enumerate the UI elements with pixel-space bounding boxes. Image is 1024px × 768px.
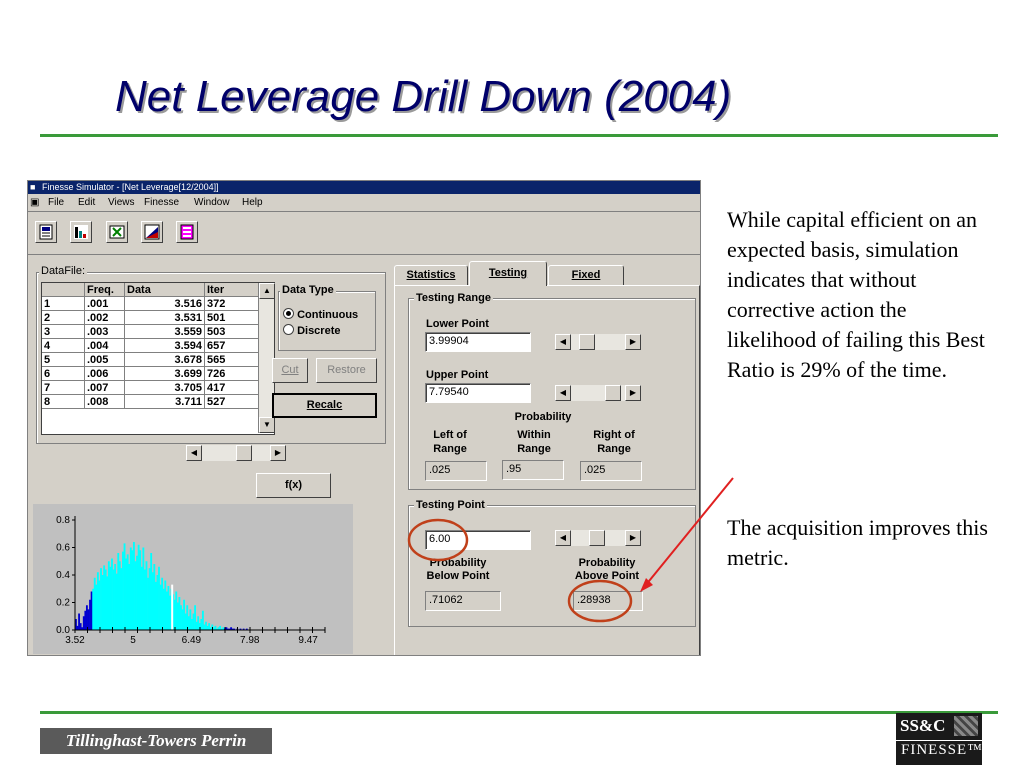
- acquisition-note: The acquisition improves this metric.: [727, 515, 988, 570]
- window-title: Finesse Simulator - [Net Leverage[12/2004]]: [42, 182, 219, 192]
- left-of-range-label: Left of Range: [433, 429, 467, 455]
- table-cell[interactable]: 657: [205, 339, 259, 353]
- row-index-cell[interactable]: 7: [42, 381, 85, 395]
- below-point-label: Probability Below Point: [426, 557, 490, 582]
- table-cell[interactable]: 372: [205, 297, 259, 311]
- testing-range-label: Testing Range: [416, 292, 491, 304]
- y-tick-label: 0.0: [56, 625, 70, 636]
- menu-edit[interactable]: Edit: [78, 197, 96, 208]
- table-cell[interactable]: 527: [205, 395, 259, 409]
- table-cell[interactable]: 501: [205, 311, 259, 325]
- table-cell[interactable]: 3.559: [125, 325, 205, 339]
- point-right-arrow[interactable]: ▶: [625, 530, 641, 546]
- cut-button[interactable]: Cut: [272, 358, 308, 383]
- table-cell[interactable]: 3.516: [125, 297, 205, 311]
- upper-point-input[interactable]: 7.79540: [425, 383, 531, 403]
- lower-left-arrow[interactable]: ◀: [555, 334, 571, 350]
- menu-views[interactable]: Views: [108, 197, 135, 208]
- slide-title: Net Leverage Drill Down (2004): [115, 72, 732, 121]
- grid-header-freq[interactable]: Freq.: [85, 283, 125, 297]
- table-cell[interactable]: .003: [85, 325, 125, 339]
- lower-point-input[interactable]: 3.99904: [425, 332, 531, 352]
- above-point-value: .28938: [573, 591, 643, 611]
- row-index-cell[interactable]: 8: [42, 395, 85, 409]
- table-cell[interactable]: .001: [85, 297, 125, 311]
- x-tick-label: 7.98: [240, 635, 260, 646]
- point-left-arrow[interactable]: ◀: [555, 530, 571, 546]
- lower-point-label: Lower Point: [426, 318, 489, 330]
- right-of-range-label: Right of Range: [593, 429, 635, 455]
- tab-statistics-label: Statistics: [406, 269, 456, 281]
- table-cell[interactable]: 3.699: [125, 367, 205, 381]
- lower-right-arrow[interactable]: ▶: [625, 334, 641, 350]
- doc-icon[interactable]: ▣: [30, 197, 40, 208]
- table-cell[interactable]: .004: [85, 339, 125, 353]
- fx-button[interactable]: f(x): [256, 473, 331, 498]
- within-range-value: .95: [502, 460, 564, 480]
- above-point-highlight-circle: [569, 581, 631, 621]
- radio-continuous-label: Continuous: [297, 309, 359, 321]
- row-index-cell[interactable]: 4: [42, 339, 85, 353]
- table-cell[interactable]: 3.705: [125, 381, 205, 395]
- y-tick-label: 0.8: [56, 515, 70, 526]
- grid-header-data[interactable]: Data: [125, 283, 205, 297]
- logo-pattern-icon: [954, 716, 978, 736]
- upper-right-arrow[interactable]: ▶: [625, 385, 641, 401]
- grid-header-iter[interactable]: Iter: [205, 283, 259, 297]
- row-index-cell[interactable]: 2: [42, 311, 85, 325]
- table-cell[interactable]: 3.678: [125, 353, 205, 367]
- scroll-left-arrow[interactable]: ◀: [186, 445, 202, 461]
- left-of-range-value: .025: [425, 461, 487, 481]
- testing-point-label: Testing Point: [416, 499, 485, 511]
- y-tick-label: 0.6: [56, 542, 70, 554]
- upper-left-arrow[interactable]: ◀: [555, 385, 571, 401]
- x-tick-label: 9.47: [298, 635, 318, 646]
- scroll-up-arrow[interactable]: ▲: [259, 283, 275, 299]
- menu-window[interactable]: Window: [194, 197, 230, 208]
- within-range-label: Within Range: [517, 429, 551, 455]
- tillinghast-logo: Tillinghast-Towers Perrin: [40, 728, 272, 754]
- tab-fixed-label: Fixed: [571, 269, 601, 281]
- menu-help[interactable]: Help: [242, 197, 263, 208]
- table-cell[interactable]: 503: [205, 325, 259, 339]
- x-tick-label: 6.49: [181, 635, 202, 646]
- y-tick-label: 0.2: [56, 597, 70, 609]
- upper-point-label: Upper Point: [426, 369, 489, 381]
- below-point-value: .71062: [425, 591, 501, 611]
- ssc-finesse-logo: [896, 713, 982, 765]
- menu-file[interactable]: File: [48, 197, 65, 208]
- y-tick-label: 0.4: [56, 570, 70, 581]
- above-point-label: Probability Above Point: [574, 557, 640, 582]
- tab-testing-label: Testing: [488, 267, 528, 279]
- restore-button[interactable]: Restore: [316, 358, 377, 383]
- table-cell[interactable]: .008: [85, 395, 125, 409]
- footer-rule: [40, 711, 998, 714]
- testing-point-highlight-circle: [409, 520, 467, 560]
- explanation-paragraph: While capital efficient on an expected basis, simulation indicates that without corrective action the likelihood of failing this Best Ratio is 29% of the time.: [727, 207, 985, 382]
- callout-arrow-line: [645, 478, 733, 586]
- data-type-label: Data Type: [282, 284, 334, 296]
- app-icon: ■: [30, 182, 36, 192]
- datafile-label: DataFile:: [41, 265, 86, 277]
- table-cell[interactable]: 3.594: [125, 339, 205, 353]
- row-index-cell[interactable]: 6: [42, 367, 85, 381]
- table-cell[interactable]: 565: [205, 353, 259, 367]
- logo-top-text: SS&C: [900, 716, 946, 735]
- recalc-button[interactable]: Recalc: [272, 393, 377, 418]
- table-cell[interactable]: .007: [85, 381, 125, 395]
- table-cell[interactable]: .006: [85, 367, 125, 381]
- tab-testing[interactable]: [469, 261, 547, 286]
- x-tick-label: 3.52: [65, 635, 85, 646]
- logo-bottom-text: FINESSE™: [901, 742, 983, 758]
- row-index-cell[interactable]: 5: [42, 353, 85, 367]
- scroll-down-arrow[interactable]: ▼: [259, 417, 275, 433]
- testing-point-input[interactable]: 6.00: [425, 530, 531, 550]
- row-index-cell[interactable]: 1: [42, 297, 85, 311]
- table-cell[interactable]: .005: [85, 353, 125, 367]
- right-of-range-value: .025: [580, 461, 642, 481]
- table-cell[interactable]: 726: [205, 367, 259, 381]
- table-cell[interactable]: 417: [205, 381, 259, 395]
- scroll-right-arrow[interactable]: ▶: [270, 445, 286, 461]
- table-cell[interactable]: 3.531: [125, 311, 205, 325]
- radio-discrete-label: Discrete: [297, 325, 341, 337]
- probability-label: Probability: [514, 411, 572, 423]
- menu-finesse[interactable]: Finesse: [144, 197, 180, 208]
- table-cell[interactable]: .002: [85, 311, 125, 325]
- x-tick-label: 5: [130, 635, 136, 646]
- row-index-cell[interactable]: 3: [42, 325, 85, 339]
- table-cell[interactable]: 3.711: [125, 395, 205, 409]
